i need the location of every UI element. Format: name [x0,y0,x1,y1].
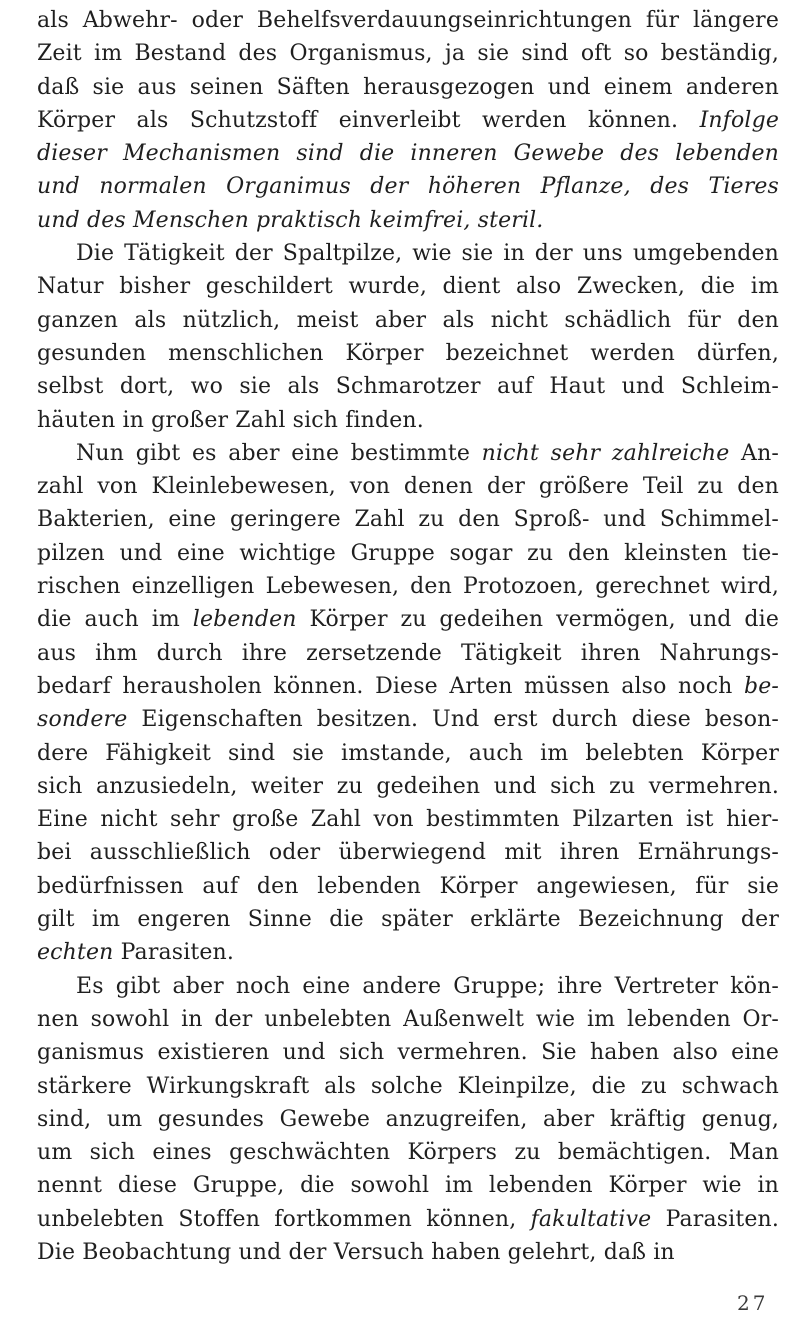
text-run: die auch im [37,607,193,633]
text-line [37,570,779,603]
text-line [37,304,779,337]
text-line [37,637,779,670]
text-run: Parasiten. [651,1206,779,1232]
text-line [37,337,779,370]
text-run: selbst dort, wo sie als Schmarotzer auf Haut und Schleim- [37,374,779,400]
text-line [37,1103,779,1136]
text-line [37,1169,779,1202]
text-line [37,270,779,303]
italic-text: sondere [37,707,128,733]
text-line [37,104,779,137]
text-run: sich anzusiedeln, weiter zu gedeihen und sich zu vermehren. [37,773,779,799]
text-line [37,603,779,636]
text-run: rischen einzelligen Lebewesen, den Protozoen, gerechnet wird, [37,574,779,600]
text-run: pilzen und eine wichtige Gruppe sogar zu den kleinsten tie- [37,540,779,566]
text-line [37,1136,779,1169]
text-run: Die Beobachtung und der Versuch haben gelehrt, daß in [37,1239,675,1265]
text-run: Parasiten. [113,940,235,966]
text-line [37,770,779,803]
italic-text: Infolge [699,107,779,133]
text-line [37,37,779,70]
italic-text: lebenden [192,607,297,633]
italic-text: be- [744,673,779,699]
text-run: nennt diese Gruppe, die sowohl im lebenden Körper wie in [37,1173,779,1199]
italic-text: und des Menschen praktisch keimfrei, steril. [37,207,544,233]
text-line [37,470,779,503]
text-run: gilt im engeren Sinne die später erklärte Bezeichnung der [37,907,779,933]
text-run: als Abwehr- oder Behelfsverdauungseinrichtungen für längere [37,8,779,33]
text-line [37,1003,779,1036]
text-line [37,137,779,170]
text-run: bedürfnissen auf den lebenden Körper angewiesen, für sie [37,873,779,899]
italic-text: nicht sehr zahlreiche [481,440,730,466]
text-line [37,71,779,104]
text-run: bei ausschließlich oder überwiegend mit ihren Ernährungs- [37,840,779,866]
italic-text: fakultative [530,1206,652,1232]
text-line [37,370,779,403]
text-run: Es gibt aber noch eine andere Gruppe; ihre Vertreter kön- [76,973,779,999]
text-run: bedarf herausholen können. Diese Arten müssen also noch [37,673,744,699]
text-line [37,4,779,37]
text-line [37,204,779,237]
text-run: Nun gibt es aber eine bestimmte [76,440,482,466]
text-run: ganzen als nützlich, meist aber als nicht schädlich für den [37,307,779,333]
text-run: Bakterien, eine geringere Zahl zu den Sproß- und Schimmel- [37,507,779,533]
text-line [37,537,779,570]
text-run: zahl von Kleinlebewesen, von denen der größere Teil zu den [37,474,779,500]
text-run: Natur bisher geschildert wurde, dient also Zwecken, die im [37,274,779,300]
body-text [37,4,779,1269]
text-line [37,404,779,437]
text-line [37,170,779,203]
text-line [37,1070,779,1103]
text-line [37,237,779,270]
text-run: Körper zu gedeihen vermögen, und die [296,607,779,633]
text-run: An- [729,440,779,466]
text-line [37,1236,779,1269]
text-line [37,703,779,736]
text-line [37,670,779,703]
text-line [37,970,779,1003]
text-run: gesunden menschlichen Körper bezeichnet werden dürfen, [37,340,779,366]
text-run: dere Fähigkeit sind sie imstande, auch im belebten Körper [37,740,779,766]
page-number: 27 [737,1291,769,1315]
text-run: Die Tätigkeit der Spaltpilze, wie sie in der uns umgebenden [76,241,779,267]
text-run: um sich eines geschwächten Körpers zu bemächtigen. Man [37,1140,779,1166]
text-line [37,903,779,936]
italic-text: echten [37,940,114,966]
text-run: aus ihm durch ihre zersetzende Tätigkeit ihren Nahrungs- [37,640,779,666]
text-run: Zeit im Bestand des Organismus, ja sie sind oft so beständig, [37,41,779,67]
text-run: Eine nicht sehr große Zahl von bestimmten Pilzarten ist hier- [37,807,779,833]
text-line [37,803,779,836]
text-run: häuten in großer Zahl sich finden. [37,407,424,433]
text-line [37,1036,779,1069]
text-line [37,1203,779,1236]
text-run: stärkere Wirkungskraft als solche Kleinpilze, die zu schwach [37,1073,779,1099]
text-run: daß sie aus seinen Säften herausgezogen und einem anderen [37,74,779,100]
text-line [37,437,779,470]
text-line [37,503,779,536]
text-run: nen sowohl in der unbelebten Außenwelt wie im lebenden Or- [37,1006,779,1032]
text-line [37,870,779,903]
text-line [37,936,779,969]
text-line [37,737,779,770]
italic-text: dieser Mechanismen sind die inneren Gewebe des lebenden [37,141,779,167]
text-run: Körper als Schutzstoff einverleibt werden können. [37,107,700,133]
text-run: sind, um gesundes Gewebe anzugreifen, aber kräftig genug, [37,1106,779,1132]
text-run: ganismus existieren und sich vermehren. Sie haben also eine [37,1040,779,1066]
text-run: Eigenschaften besitzen. Und erst durch diese beson- [127,707,779,733]
italic-text: und normalen Organimus der höheren Pflanze, des Tieres [37,174,779,200]
text-run: unbelebten Stoffen fortkommen können, [37,1206,531,1232]
text-line [37,836,779,869]
